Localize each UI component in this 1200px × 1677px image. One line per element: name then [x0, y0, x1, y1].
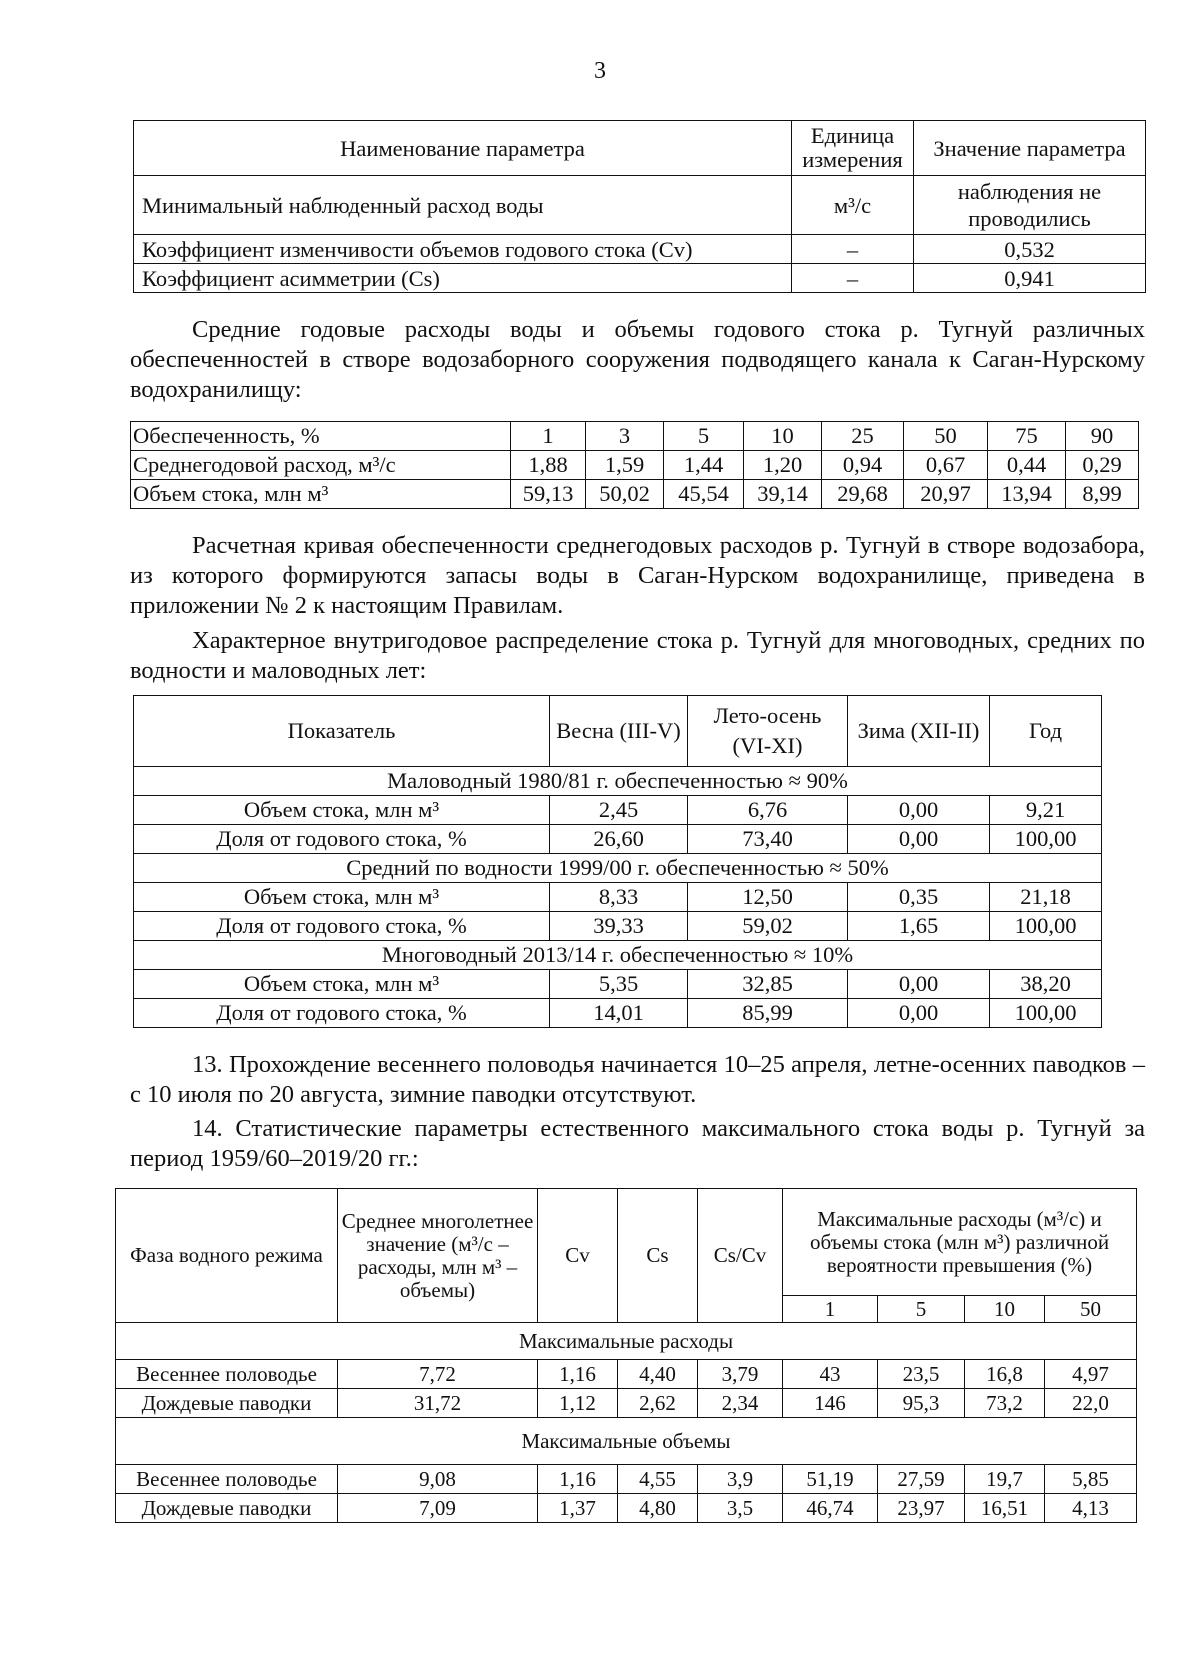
section-row	[116, 1418, 1137, 1465]
row-label: Объем стока, млн м³	[131, 480, 511, 509]
item-13	[130, 1050, 1145, 1110]
row-name: Минимальный наблюденный расход воды	[134, 176, 792, 235]
item-13-text: Прохождение весеннего половодья начинается 10–25 апреля, летне-осенних паводков – с 10 июля по 20 августа, зимние паводки отсутствуют.	[130, 1051, 1146, 1108]
cell: 100,00	[990, 825, 1102, 854]
row-label: Объем стока, млн м³	[134, 883, 550, 912]
cell: 0,94	[822, 451, 904, 480]
paragraph-mean-annual-flows: Средние годовые расходы воды и объемы годового стока р. Тугнуй различных обеспеченностей в створе водозаборного сооружения подводящего канала к Саган-Нурскому водохранилищу:	[130, 316, 1145, 403]
header-year: Год	[990, 696, 1102, 767]
cell: 100,00	[990, 999, 1102, 1028]
table-row	[134, 796, 1102, 825]
row-phase: Весеннее половодье	[116, 1465, 338, 1494]
row-value: 0,941	[914, 264, 1146, 293]
cell: 51,19	[783, 1465, 878, 1494]
row-phase: Дождевые паводки	[116, 1494, 338, 1523]
header-prob: 5	[878, 1296, 965, 1323]
table-row	[116, 1494, 1137, 1523]
cell: 7,72	[338, 1360, 538, 1389]
table-row	[134, 883, 1102, 912]
cell: 3,9	[698, 1465, 783, 1494]
row-label: Доля от годового стока, %	[134, 825, 550, 854]
cell: 13,94	[988, 480, 1066, 509]
cell: 20,97	[904, 480, 988, 509]
item-13-number: 13.	[192, 1051, 223, 1078]
section-row	[134, 941, 1102, 970]
cell: 1,16	[538, 1360, 618, 1389]
cell: 2,45	[550, 796, 688, 825]
cell: 50	[904, 422, 988, 451]
cell: 4,40	[618, 1360, 698, 1389]
cell: 1,88	[511, 451, 586, 480]
table-row	[116, 1389, 1137, 1418]
header-summer-autumn: Лето-осень (VI-XI)	[688, 696, 848, 767]
header-prob: 50	[1045, 1296, 1137, 1323]
header-max-values: Максимальные расходы (м³/с) и объемы стока (млн м³) различной вероятности превышения (%)	[783, 1189, 1137, 1296]
row-phase: Весеннее половодье	[116, 1360, 338, 1389]
cell: 146	[783, 1389, 878, 1418]
row-phase: Дождевые паводки	[116, 1389, 338, 1418]
table-row	[131, 451, 1139, 480]
cell: 6,76	[688, 796, 848, 825]
header-unit: Единица измерения	[792, 121, 914, 176]
cell: 2,34	[698, 1389, 783, 1418]
header-indicator: Показатель	[134, 696, 550, 767]
cell: 29,68	[822, 480, 904, 509]
cell: 32,85	[688, 970, 848, 999]
cell: 3,5	[698, 1494, 783, 1523]
table-row	[134, 999, 1102, 1028]
cell: 3	[586, 422, 664, 451]
table-row	[134, 970, 1102, 999]
row-unit: м³/с	[792, 176, 914, 235]
parameters-table	[133, 120, 1146, 293]
row-label: Обеспеченность, %	[131, 422, 511, 451]
cell: 0,44	[988, 451, 1066, 480]
table-row	[134, 912, 1102, 941]
page-number: 3	[594, 58, 606, 84]
cell: 5,85	[1045, 1465, 1137, 1494]
table-header-row	[116, 1189, 1137, 1296]
cell: 90	[1066, 422, 1139, 451]
cell: 1,37	[538, 1494, 618, 1523]
exceedance-table	[130, 421, 1139, 509]
cell: 1,65	[848, 912, 990, 941]
cell: 95,3	[878, 1389, 965, 1418]
table-header-row	[134, 121, 1146, 176]
table-row	[134, 176, 1146, 235]
cell: 50,02	[586, 480, 664, 509]
cell: 73,40	[688, 825, 848, 854]
header-phase: Фаза водного режима	[116, 1189, 338, 1323]
cell: 0,00	[848, 999, 990, 1028]
section-row	[134, 854, 1102, 883]
intra-annual-table	[133, 695, 1102, 1028]
row-label: Доля от годового стока, %	[134, 912, 550, 941]
row-value: 0,532	[914, 235, 1146, 264]
cell: 4,97	[1045, 1360, 1137, 1389]
cell: 23,97	[878, 1494, 965, 1523]
paragraph-intra-annual: Характерное внутригодовое распределение стока р. Тугнуй для многоводных, средних по водности и маловодных лет:	[130, 627, 1145, 684]
cell: 8,99	[1066, 480, 1139, 509]
item-14	[130, 1114, 1145, 1174]
cell: 43	[783, 1360, 878, 1389]
cell: 73,2	[965, 1389, 1045, 1418]
cell: 0,35	[848, 883, 990, 912]
cell: 9,21	[990, 796, 1102, 825]
cell: 19,7	[965, 1465, 1045, 1494]
cell: 9,08	[338, 1465, 538, 1494]
header-prob: 1	[783, 1296, 878, 1323]
cell: 59,02	[688, 912, 848, 941]
cell: 4,55	[618, 1465, 698, 1494]
cell: 1,44	[664, 451, 744, 480]
cell: 16,51	[965, 1494, 1045, 1523]
section-title: Маловодный 1980/81 г. обеспеченностью ≈ 90%	[134, 767, 1102, 796]
cell: 39,14	[744, 480, 822, 509]
row-label: Среднегодовой расход, м³/с	[131, 451, 511, 480]
cell: 38,20	[990, 970, 1102, 999]
cell: 14,01	[550, 999, 688, 1028]
table-row	[134, 825, 1102, 854]
section-title: Многоводный 2013/14 г. обеспеченностью ≈ 10%	[134, 941, 1102, 970]
table-row	[134, 264, 1146, 293]
cell: 1,12	[538, 1389, 618, 1418]
cell: 22,0	[1045, 1389, 1137, 1418]
header-prob: 10	[965, 1296, 1045, 1323]
cell: 46,74	[783, 1494, 878, 1523]
cell: 27,59	[878, 1465, 965, 1494]
section-title: Максимальные объемы	[116, 1418, 1137, 1465]
table-row	[134, 235, 1146, 264]
header-cs-cv: Cs/Cv	[698, 1189, 783, 1323]
cell: 0,00	[848, 796, 990, 825]
cell: 16,8	[965, 1360, 1045, 1389]
cell: 39,33	[550, 912, 688, 941]
cell: 31,72	[338, 1389, 538, 1418]
item-14-number: 14.	[192, 1115, 223, 1142]
row-name: Коэффициент изменчивости объемов годового стока (Cv)	[134, 235, 792, 264]
table-row	[116, 1465, 1137, 1494]
cell: 7,09	[338, 1494, 538, 1523]
cell: 1,20	[744, 451, 822, 480]
section-title: Средний по водности 1999/00 г. обеспеченностью ≈ 50%	[134, 854, 1102, 883]
cell: 0,67	[904, 451, 988, 480]
header-cv: Cv	[538, 1189, 618, 1323]
row-label: Объем стока, млн м³	[134, 796, 550, 825]
cell: 75	[988, 422, 1066, 451]
cell: 2,62	[618, 1389, 698, 1418]
cell: 0,00	[848, 970, 990, 999]
cell: 12,50	[688, 883, 848, 912]
item-14-text: Статистические параметры естественного максимального стока воды р. Тугнуй за период 1959/60–2019/20 гг.:	[130, 1115, 1146, 1172]
row-unit: –	[792, 235, 914, 264]
row-value: наблюдения не проводились	[914, 176, 1146, 235]
table-header-row	[134, 696, 1102, 767]
cell: 4,13	[1045, 1494, 1137, 1523]
header-param-value: Значение параметра	[914, 121, 1146, 176]
paragraph-design-curve: Расчетная кривая обеспеченности среднегодовых расходов р. Тугнуй в створе водозабора, из которого формируются запасы воды в Саган-Нурском водохранилище, приведена в приложении № 2 к настоящим Правилам.	[130, 532, 1145, 619]
cell: 21,18	[990, 883, 1102, 912]
section-title: Максимальные расходы	[116, 1323, 1137, 1360]
cell: 26,60	[550, 825, 688, 854]
header-mean: Среднее многолетнее значение (м³/с – расходы, млн м³ – объемы)	[338, 1189, 538, 1323]
table-row	[131, 422, 1139, 451]
cell: 59,13	[511, 480, 586, 509]
row-label: Доля от годового стока, %	[134, 999, 550, 1028]
header-param-name: Наименование параметра	[134, 121, 792, 176]
row-unit: –	[792, 264, 914, 293]
cell: 10	[744, 422, 822, 451]
header-cs: Cs	[618, 1189, 698, 1323]
header-spring: Весна (III-V)	[550, 696, 688, 767]
cell: 3,79	[698, 1360, 783, 1389]
row-name: Коэффициент асимметрии (Cs)	[134, 264, 792, 293]
cell: 23,5	[878, 1360, 965, 1389]
cell: 85,99	[688, 999, 848, 1028]
cell: 4,80	[618, 1494, 698, 1523]
cell: 25	[822, 422, 904, 451]
cell: 8,33	[550, 883, 688, 912]
cell: 5,35	[550, 970, 688, 999]
section-row	[116, 1323, 1137, 1360]
cell: 0,00	[848, 825, 990, 854]
cell: 5	[664, 422, 744, 451]
cell: 45,54	[664, 480, 744, 509]
header-winter: Зима (XII-II)	[848, 696, 990, 767]
cell: 1,59	[586, 451, 664, 480]
cell: 100,00	[990, 912, 1102, 941]
row-label: Объем стока, млн м³	[134, 970, 550, 999]
table-row	[116, 1360, 1137, 1389]
max-runoff-table	[115, 1188, 1137, 1523]
cell: 1,16	[538, 1465, 618, 1494]
table-row	[131, 480, 1139, 509]
section-row	[134, 767, 1102, 796]
cell: 0,29	[1066, 451, 1139, 480]
cell: 1	[511, 422, 586, 451]
